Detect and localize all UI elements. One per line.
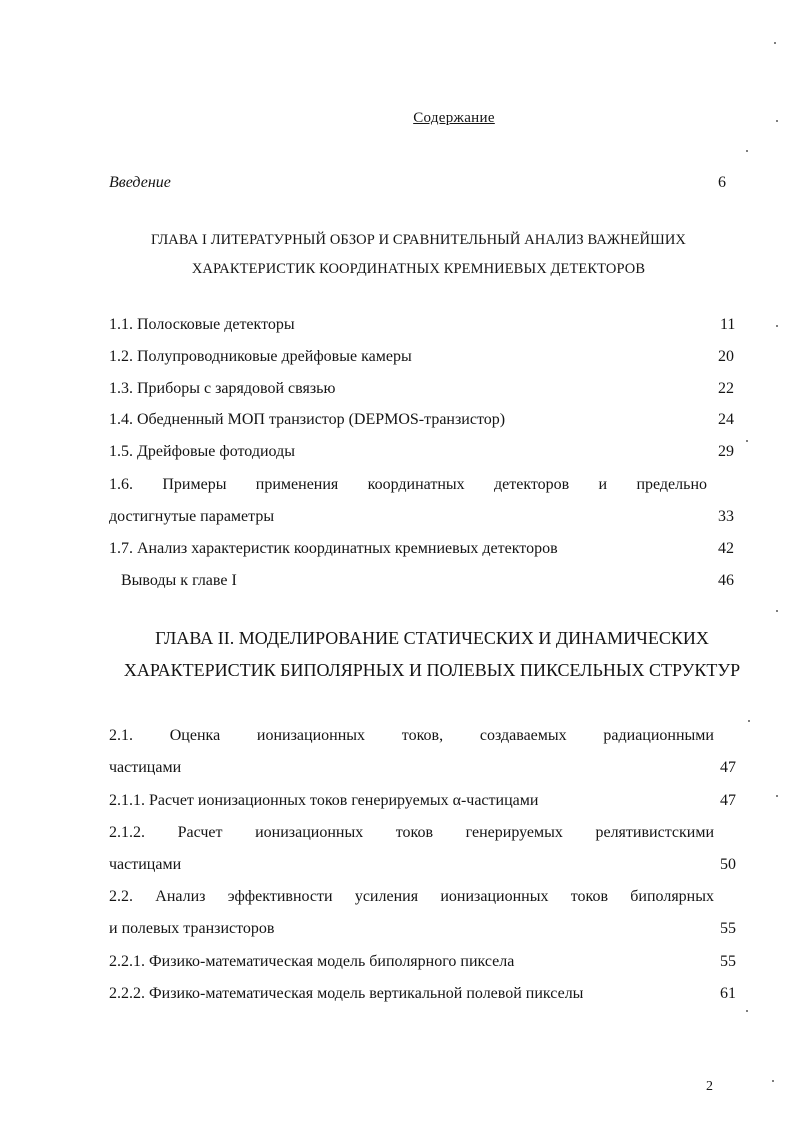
toc-entry-2-2-2: 2.2.2. Физико-математическая модель вертикальной полевой пикселы <box>109 985 584 1002</box>
toc-page-1-4: 24 <box>718 411 734 428</box>
scan-speck <box>776 325 778 327</box>
chapter2-heading-line2: ХАРАКТЕРИСТИК БИПОЛЯРНЫХ И ПОЛЕВЫХ ПИКСЕЛЬНЫХ СТРУКТУР <box>123 660 741 680</box>
scan-speck <box>746 150 748 152</box>
chapter1-heading-line2: ХАРАКТЕРИСТИК КООРДИНАТНЫХ КРЕМНИЕВЫХ ДЕТЕКТОРОВ <box>191 261 646 277</box>
toc-page-1-2: 20 <box>718 348 734 365</box>
toc-entry-1-6-cont: достигнутые параметры <box>109 508 275 525</box>
toc-page-2-1: 47 <box>720 759 736 776</box>
toc-entry-1-4: 1.4. Обедненный МОП транзистор (DEPMOS-транзистор) <box>109 411 506 428</box>
toc-intro-page: 6 <box>718 174 726 191</box>
toc-page-2-1-2: 50 <box>720 856 736 873</box>
toc-page-2-2-1: 55 <box>720 953 736 970</box>
scan-speck <box>748 720 750 722</box>
scan-speck <box>774 42 776 44</box>
toc-page-2-1-1: 47 <box>720 792 736 809</box>
scan-speck <box>772 1080 774 1082</box>
toc-intro-label: Введение <box>109 174 171 191</box>
scan-speck <box>746 440 748 442</box>
toc-entry-2-2-cont: и полевых транзисторов <box>109 920 275 937</box>
toc-entry-1-6: 1.6. Примеры применения координатных детекторов и предельно <box>109 476 707 493</box>
scan-speck <box>746 1010 748 1012</box>
toc-page-1-5: 29 <box>718 443 734 460</box>
toc-page-conclusions-1: 46 <box>718 572 734 589</box>
page-number: 2 <box>706 1079 713 1094</box>
toc-entry-2-2-1: 2.2.1. Физико-математическая модель биполярного пиксела <box>109 953 515 970</box>
toc-page-2-2-2: 61 <box>720 985 736 1002</box>
toc-page-2-2: 55 <box>720 920 736 937</box>
toc-entry-1-2: 1.2. Полупроводниковые дрейфовые камеры <box>109 348 412 365</box>
chapter1-heading-line1: ГЛАВА I ЛИТЕРАТУРНЫЙ ОБЗОР И СРАВНИТЕЛЬНЫЙ АНАЛИЗ ВАЖНЕЙШИХ <box>150 232 686 248</box>
toc-entry-2-1-cont: частицами <box>109 759 182 776</box>
toc-entry-2-1: 2.1. Оценка ионизационных токов, создаваемых радиационными <box>109 727 714 744</box>
toc-entry-2-1-2: 2.1.2. Расчет ионизационных токов генерируемых релятивистскими <box>109 824 714 841</box>
toc-entry-1-3: 1.3. Приборы с зарядовой связью <box>109 380 336 397</box>
scan-speck <box>776 795 778 797</box>
toc-page-1-1: 11 <box>720 316 736 333</box>
toc-entry-1-7: 1.7. Анализ характеристик координатных кремниевых детекторов <box>109 540 558 557</box>
toc-page-1-6: 33 <box>718 508 734 525</box>
scan-speck <box>776 610 778 612</box>
scan-speck <box>776 120 778 122</box>
toc-page-1-7: 42 <box>718 540 734 557</box>
toc-page-1-3: 22 <box>718 380 734 397</box>
chapter2-heading-line1: ГЛАВА II. МОДЕЛИРОВАНИЕ СТАТИЧЕСКИХ И ДИНАМИЧЕСКИХ <box>155 628 709 648</box>
toc-entry-2-1-1: 2.1.1. Расчет ионизационных токов генерируемых α-частицами <box>109 792 539 809</box>
toc-entry-2-2: 2.2. Анализ эффективности усиления ионизационных токов биполярных <box>109 888 714 905</box>
toc-title: Содержание <box>413 110 495 126</box>
toc-entry-2-1-2-cont: частицами <box>109 856 182 873</box>
toc-entry-1-5: 1.5. Дрейфовые фотодиоды <box>109 443 295 460</box>
toc-entry-conclusions-1: Выводы к главе I <box>121 572 237 589</box>
toc-entry-1-1: 1.1. Полосковые детекторы <box>109 316 295 333</box>
